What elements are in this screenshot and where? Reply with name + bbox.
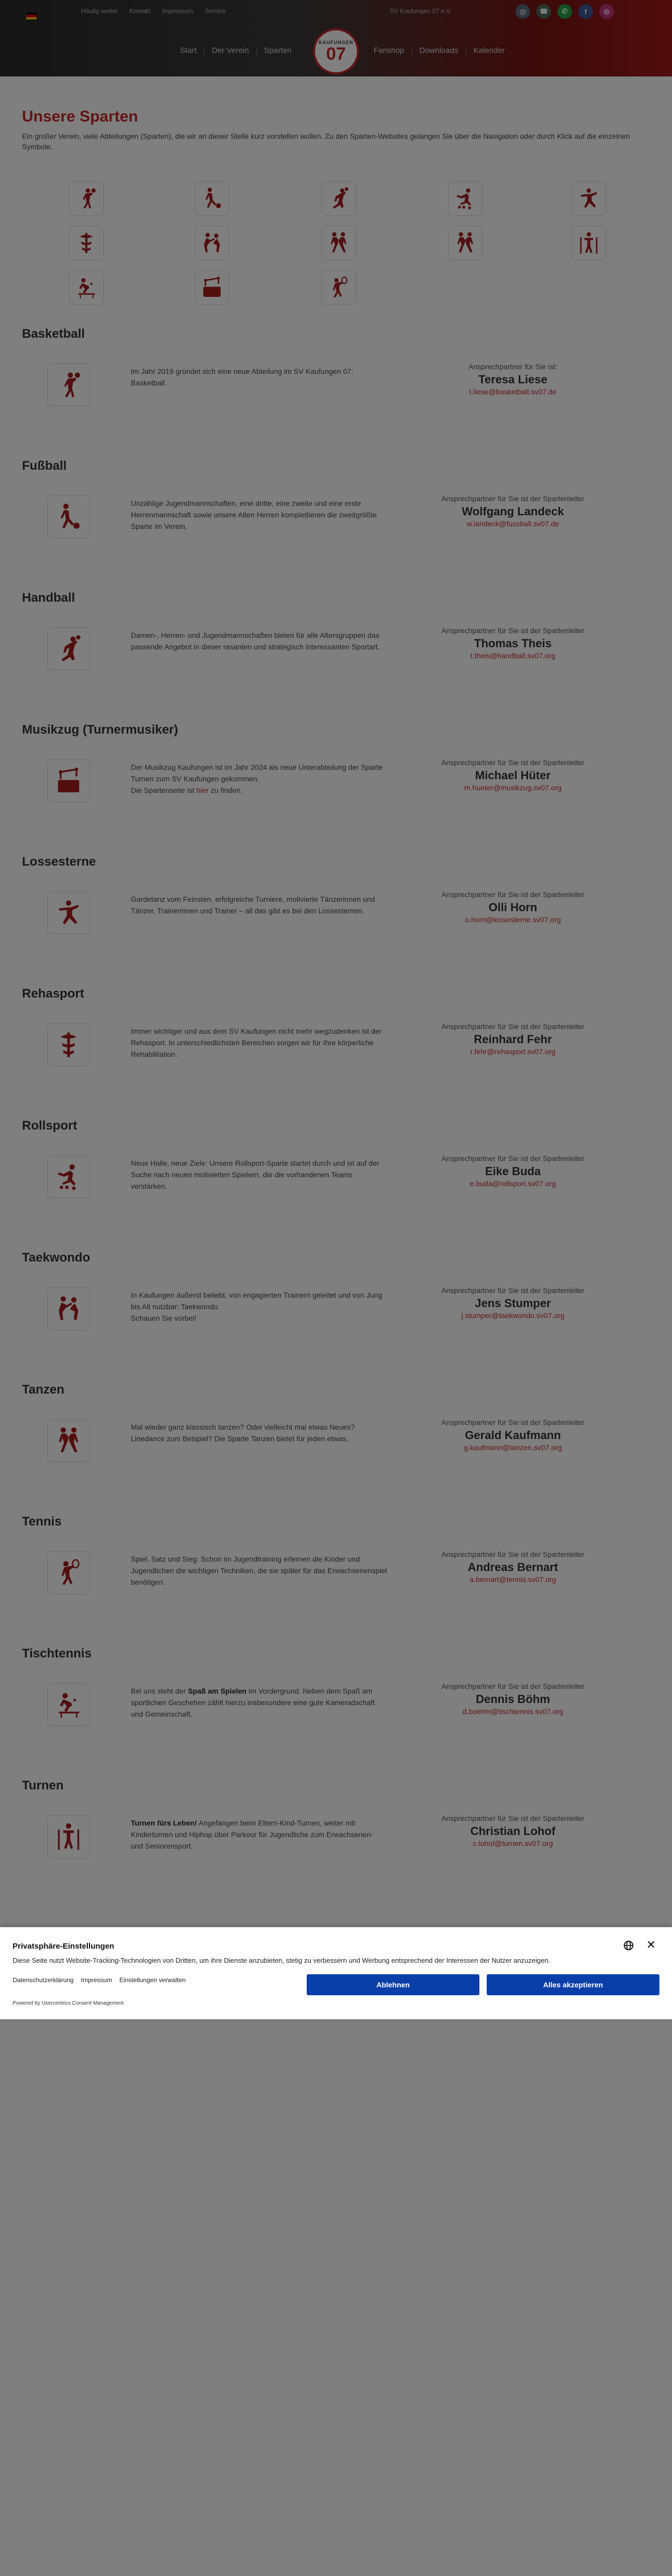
close-icon[interactable]: ✕	[646, 1938, 656, 1951]
cookie-link[interactable]: Einstellungen verwalten	[119, 1976, 186, 1984]
cookie-link[interactable]: Datenschutzerklärung	[13, 1976, 74, 1984]
cookie-title: Privatsphäre-Einstellungen	[13, 1942, 115, 1951]
cookie-link[interactable]: Impressum	[81, 1976, 113, 1984]
cookie-links	[13, 1976, 186, 1984]
cookie-banner	[0, 1927, 672, 2019]
cookie-text: Diese Seite nutzt Website-Tracking-Technologien von Dritten, um ihre Dienste anzubieten, stetig zu verbessern und Werbung entsprechend der Interessen der Nutzer anzuzeigen.	[13, 1956, 551, 1964]
cookie-powered-by: Powered by Usercentrics Consent Management	[13, 2000, 124, 2006]
language-globe-icon[interactable]	[623, 1940, 634, 1951]
accept-all-button[interactable]: Alles akzeptieren	[487, 1974, 659, 1995]
deny-button[interactable]: Ablehnen	[307, 1974, 479, 1995]
